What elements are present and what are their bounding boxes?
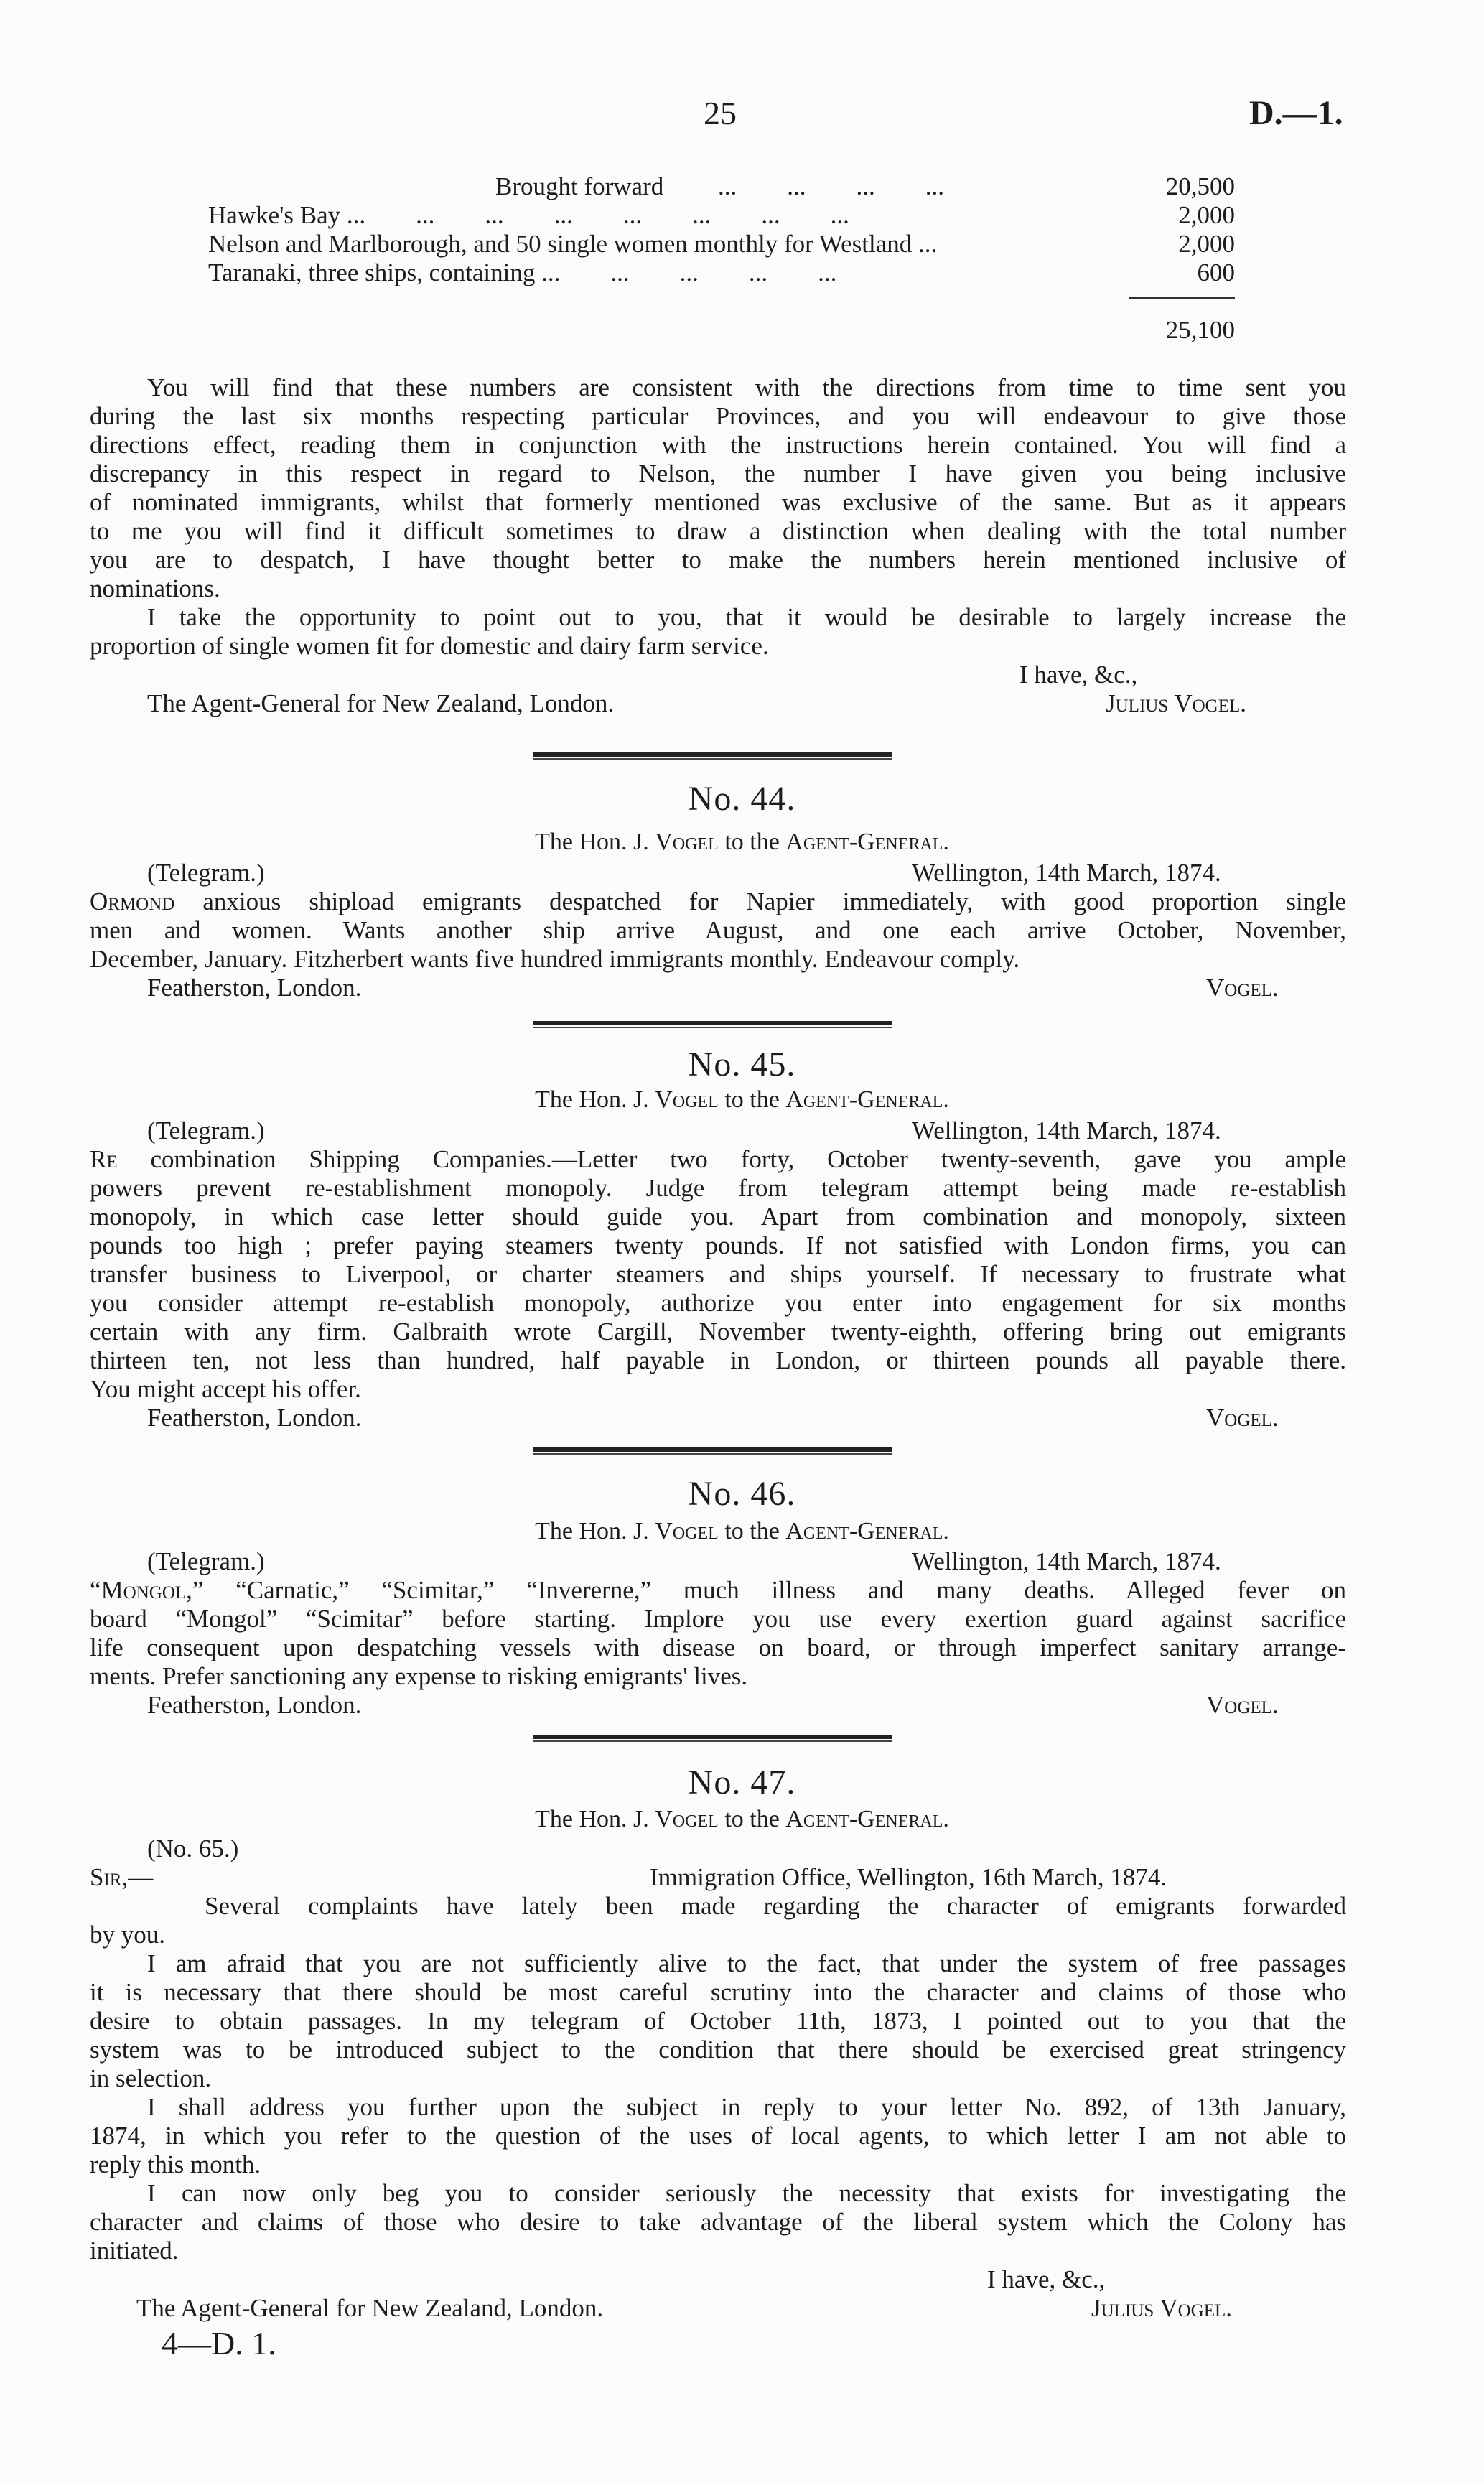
paragraph-line: you consider attempt re-establish monopoly, authorize you enter into engagement for six months [90, 1289, 1346, 1317]
table-row-value: 2,000 [1178, 201, 1235, 229]
paragraph-line: directions effect, reading them in conjunction with the instructions herein contained. You will find a [90, 431, 1346, 459]
subheading-to: Agent-General. [785, 829, 949, 855]
signature: Julius Vogel. [1091, 2294, 1233, 2322]
paragraph-line: proportion of single women fit for domestic and dairy farm service. [90, 632, 769, 660]
table-row-value: 2,000 [1178, 230, 1235, 258]
section-subheading [0, 828, 1484, 857]
paragraph-line: thirteen ten, not less than hundred, half payable in London, or thirteen pounds all payable there. [90, 1346, 1346, 1374]
subheading-pre: The Hon. J. [535, 1086, 655, 1113]
paragraph-line: life consequent upon despatching vessels with disease on board, or through imperfect sanitary arrange- [90, 1633, 1346, 1661]
paragraph-line: I take the opportunity to point out to you, that it would be desirable to largely increase the [147, 603, 1346, 631]
table-row-label: Nelson and Marlborough, and 50 single women monthly for Westland ... [208, 230, 938, 258]
section-subheading [0, 1086, 1484, 1114]
paragraph-line: discrepancy in this respect in regard to Nelson, the number I have given you being inclusive [90, 460, 1346, 488]
message-type: (Telegram.) [147, 1547, 265, 1575]
table-total: 25,100 [1165, 316, 1235, 344]
place-date: Wellington, 14th March, 1874. [912, 1116, 1221, 1144]
page-number: 25 [704, 95, 737, 131]
salutation: Sir,— [90, 1863, 154, 1891]
addressee: The Agent-General for New Zealand, London. [136, 2294, 604, 2322]
signature-mark: 4—D. 1. [162, 2325, 276, 2362]
paragraph-line: of nominated immigrants, whilst that formerly mentioned was exclusive of the same. But as it appears [90, 488, 1346, 516]
subheading-name: Vogel [655, 1518, 719, 1544]
paragraph-line: during the last six months respecting particular Provinces, and you will endeavour to give those [90, 402, 1346, 430]
subheading-name: Vogel [655, 829, 719, 855]
table-row-value: 600 [1197, 258, 1235, 286]
line-rest: “Carnatic,” “Scimitar,” “Invererne,” much illness and many deaths. Alleged fever on [203, 1576, 1346, 1604]
paragraph-line: certain with any firm. Galbraith wrote Cargill, November twenty-eighth, offering bring out emigrants [90, 1318, 1346, 1346]
subheading-mid: to the [718, 1086, 786, 1113]
document-code: D.—1. [1249, 94, 1343, 132]
paragraph-line: You will find that these numbers are consistent with the directions from time to time sent you [147, 373, 1346, 401]
subheading-pre: The Hon. J. [535, 1518, 655, 1544]
subheading-mid: to the [718, 1518, 786, 1544]
subheading-to: Agent-General. [785, 1806, 949, 1832]
paragraph-line: board “Mongol” “Scimitar” before starting. Implore you use every exertion guard against sacrifice [90, 1605, 1346, 1633]
section-subheading [0, 1517, 1484, 1546]
paragraph-line: system was to be introduced subject to the condition that there should be exercised great stringency [90, 2036, 1346, 2064]
first-word: Ormond [90, 887, 175, 915]
paragraph-line: by you. [90, 1921, 165, 1949]
brought-forward-label: Brought forward [495, 172, 664, 200]
table-row-label: Taranaki, three ships, containing ... ... ... ... ... [208, 258, 837, 286]
paragraph-line: I am afraid that you are not sufficiently alive to the fact, that under the system of free passages [147, 1949, 1346, 1977]
paragraph-line: to me you will find it difficult sometimes to draw a distinction when dealing with the total number [90, 517, 1346, 545]
paragraph-line: 1874, in which you refer to the question of the uses of local agents, to which letter I am not able to [90, 2122, 1346, 2150]
addressee: Featherston, London. [147, 1691, 362, 1719]
closing: I have, &c., [1019, 661, 1138, 689]
paragraph-line: it is necessary that there should be most careful scrutiny into the character and claims of those who [90, 1978, 1346, 2006]
paragraph-line: initiated. [90, 2237, 179, 2265]
paragraph-line [90, 1145, 1346, 1174]
section-divider [533, 1021, 892, 1025]
first-word: “Mongol,” [90, 1576, 204, 1604]
subheading-pre: The Hon. J. [535, 829, 655, 855]
paragraph-line [90, 887, 1346, 916]
addressee: The Agent-General for New Zealand, London. [147, 689, 615, 717]
subheading-name: Vogel [655, 1806, 719, 1832]
section-heading: No. 47. [688, 1763, 796, 1801]
paragraph-line: character and claims of those who desire to take advantage of the liberal system which the Colony has [90, 2208, 1346, 2236]
signature: Julius Vogel. [1106, 689, 1247, 717]
subheading-mid: to the [718, 1806, 786, 1832]
paragraph-line: I shall address you further upon the subject in reply to your letter No. 892, of 13th January, [147, 2093, 1346, 2121]
paragraph-line: Several complaints have lately been made regarding the character of emigrants forwarded [205, 1892, 1346, 1920]
subheading-to: Agent-General. [785, 1518, 949, 1544]
line-rest: combination Shipping Companies.—Letter two forty, October twenty-seventh, gave you ample [117, 1145, 1346, 1173]
place-date: Immigration Office, Wellington, 16th March, 1874. [650, 1863, 1167, 1891]
sum-rule [1129, 297, 1235, 299]
addressee: Featherston, London. [147, 1404, 362, 1432]
paragraph-line: I can now only beg you to consider seriously the necessity that exists for investigating the [147, 2179, 1346, 2207]
message-type: (Telegram.) [147, 859, 265, 887]
brought-forward-value: 20,500 [1165, 172, 1235, 200]
subheading-mid: to the [718, 829, 786, 855]
subheading-name: Vogel [655, 1086, 719, 1113]
signature: Vogel. [1206, 1691, 1279, 1719]
closing: I have, &c., [987, 2265, 1106, 2293]
paragraph-line: powers prevent re-establishment monopoly. Judge from telegram attempt being made re-establish [90, 1174, 1346, 1202]
paragraph-line: desire to obtain passages. In my telegram of October 11th, 1873, I pointed out to you that the [90, 2007, 1346, 2035]
signature: Vogel. [1206, 974, 1279, 1002]
table-row-label: Hawke's Bay ... ... ... ... ... ... ... ... [208, 201, 849, 229]
paragraph-line: December, January. Fitzherbert wants five hundred immigrants monthly. Endeavour comply. [90, 945, 1020, 973]
paragraph-line: nominations. [90, 574, 220, 602]
paragraph-line: ments. Prefer sanctioning any expense to risking emigrants' lives. [90, 1662, 748, 1690]
paragraph-line: in selection. [90, 2064, 212, 2092]
first-word: Re [90, 1145, 118, 1173]
section-divider [533, 752, 892, 757]
subheading-pre: The Hon. J. [535, 1806, 655, 1832]
paragraph-line: transfer business to Liverpool, or charter steamers and ships yourself. If necessary to frustrate what [90, 1260, 1346, 1288]
section-divider [533, 1447, 892, 1452]
section-subheading [0, 1805, 1484, 1834]
paragraph-line: reply this month. [90, 2150, 261, 2178]
brought-forward-leaders: ... ... ... ... [718, 172, 944, 200]
paragraph-line: You might accept his offer. [90, 1375, 361, 1403]
subheading-to: Agent-General. [785, 1086, 949, 1113]
section-heading: No. 46. [688, 1475, 796, 1513]
place-date: Wellington, 14th March, 1874. [912, 859, 1221, 887]
section-divider [533, 1735, 892, 1739]
section-heading: No. 45. [688, 1045, 796, 1083]
letter-ref: (No. 65.) [147, 1834, 239, 1862]
paragraph-line: men and women. Wants another ship arrive August, and one each arrive October, November, [90, 916, 1346, 944]
addressee: Featherston, London. [147, 974, 362, 1002]
paragraph-line [90, 1576, 1346, 1605]
paragraph-line: monopoly, in which case letter should guide you. Apart from combination and monopoly, sixteen [90, 1203, 1346, 1231]
section-heading: No. 44. [688, 780, 796, 818]
paragraph-line: pounds too high ; prefer paying steamers twenty pounds. If not satisfied with London firms, you can [90, 1231, 1346, 1259]
signature: Vogel. [1206, 1404, 1279, 1432]
line-rest: anxious shipload emigrants despatched for Napier immediately, with good proportion single [174, 887, 1346, 915]
paragraph-line: you are to despatch, I have thought better to make the numbers herein mentioned inclusive of [90, 546, 1346, 574]
message-type: (Telegram.) [147, 1116, 265, 1144]
place-date: Wellington, 14th March, 1874. [912, 1547, 1221, 1575]
